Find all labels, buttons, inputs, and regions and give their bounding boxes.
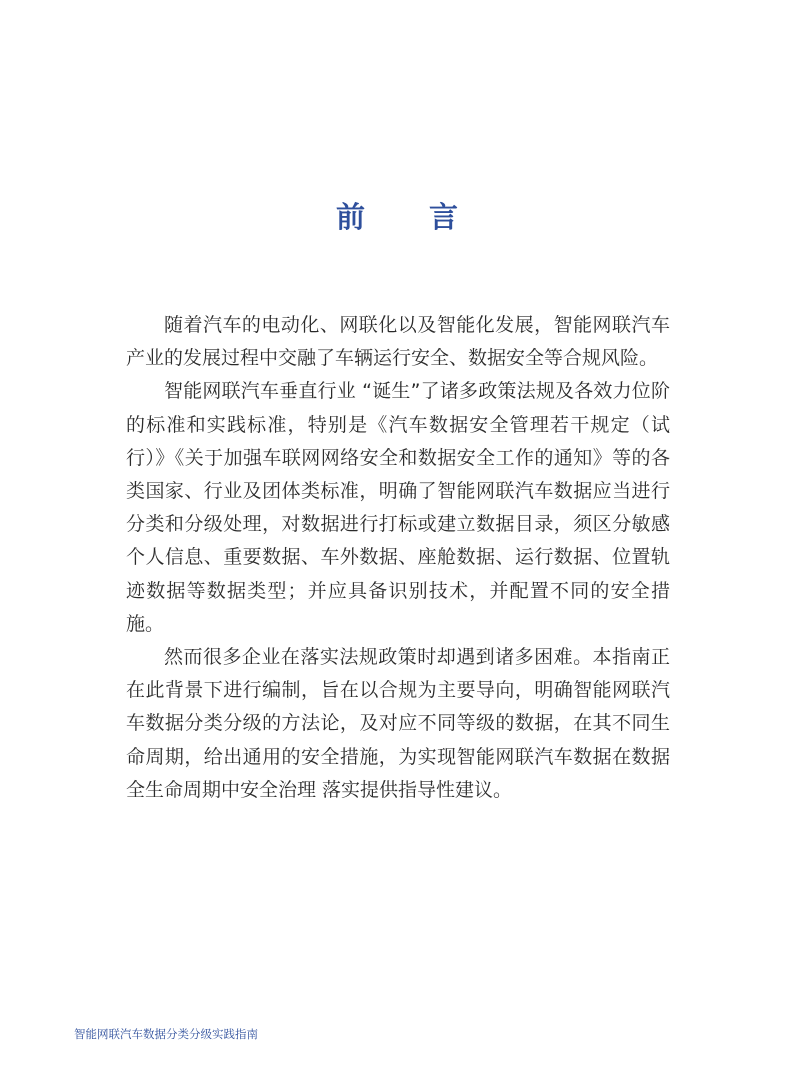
paragraph-2: 智能网联汽车垂直行业 “诞生”了诸多政策法规及各效力位阶的标准和实践标准，特别是《汽车数据安全管理若干规定（试行）》《关于加强车联网网络安全和数据安全工作的通知》等的各类国家、行业及团体类标准，明确了智能网联汽车数据应当进行分类和分级处理，对数据进行打标或建立数据目录，须区分敏感个人信息、重要数据、车外数据、座舱数据、运行数据、位置轨迹数据等数据类型；并应具备识别技术，并配置不同的安全措施。 <box>126 380 670 635</box>
footer-document-title: 智能网联汽车数据分类分级实践指南 <box>74 1027 258 1041</box>
paragraph-3: 然而很多企业在落实法规政策时却遇到诸多困难。本指南正在此背景下进行编制，旨在以合规为主要导向，明确智能网联汽车数据分类分级的方法论，及对应不同等级的数据，在其不同生命周期，给出通用的安全措施，为实现智能网联汽车数据在数据全生命周期中安全治理 落实提供指导性建议。 <box>126 646 670 801</box>
page-title: 前 言 <box>335 200 486 235</box>
preface-body <box>126 309 670 807</box>
paragraph-1: 随着汽车的电动化、网联化以及智能化发展，智能网联汽车产业的发展过程中交融了车辆运行安全、数据安全等合规风险。 <box>126 314 670 370</box>
